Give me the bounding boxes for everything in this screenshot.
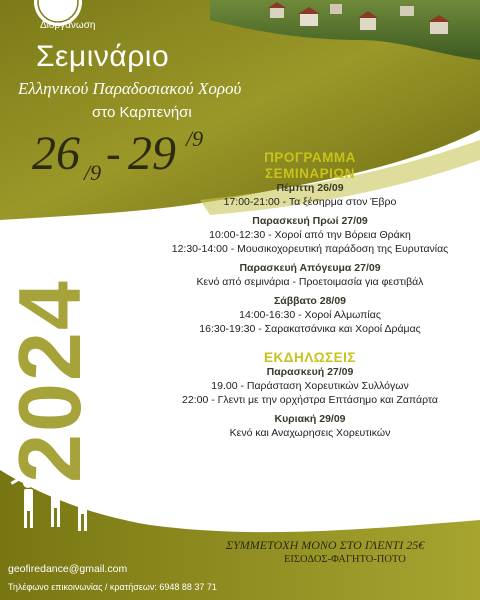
phone-text: Τηλέφωνο επικοινωνίας / κρατήσεων: 6948 88 37 71	[8, 582, 217, 592]
program-section	[140, 150, 480, 440]
organizer-label: Διοργάνωση	[40, 20, 96, 31]
program-event: 17:00-21:00 - Τα ξέσηρμα στον Έβρο	[223, 196, 397, 208]
program-day: Παρασκευή Πρωί 27/09	[252, 215, 368, 227]
date-start-month: /9	[84, 160, 102, 185]
program-event: Κενό από σεμινάρια - Προετοιμασία για φεστιβάλ	[196, 276, 424, 288]
event-item: 22:00 - Γλεντι με την ορχήστρα Επτάσημο και Ζαπάρτα	[182, 394, 438, 406]
event-day: Κυριακή 29/09	[274, 413, 346, 425]
program-event: 10:00-12:30 - Χοροί από την Βόρεια Θράκη	[209, 229, 411, 241]
location-text: στο Καρπενήσι	[92, 104, 192, 121]
email-link[interactable]: geofiredance@gmail.com	[8, 563, 128, 575]
year-vertical: 2024	[0, 279, 99, 483]
event-day: Παρασκευή 27/09	[266, 366, 354, 378]
entry-info: ΕΙΣΟΔΟΣ-ΦΑΓΗΤΟ-ΠΟΤΟ	[284, 554, 406, 565]
program-title-line1: ΠΡΟΓΡΑΜΜΑ	[264, 150, 356, 165]
program-day: Σάββατο 28/09	[273, 295, 347, 307]
program-day: Πέμπτη 26/09	[276, 182, 344, 194]
events-title: ΕΚΔΗΛΩΣΕΙΣ	[264, 350, 356, 365]
participation-note: ΣΥΜΜΕΤΟΧΗ ΜΟΝΟ ΣΤΟ ΓΛΕΝΤΙ 25€	[226, 538, 425, 552]
seminar-title: Σεμινάριο	[36, 40, 170, 73]
seminar-subtitle: Ελληνικού Παραδοσιακού Χορού	[18, 79, 242, 98]
date-end-month: /9	[186, 126, 204, 151]
program-day: Παρασκευή Απόγευμα 27/09	[239, 262, 381, 274]
program-event: 14:00-16:30 - Χοροί Αλμωπίας	[239, 309, 381, 321]
event-item: Κενό και Αναχωρησεις Χορευτικών	[229, 427, 391, 439]
date-end-day: 29	[128, 127, 176, 180]
date-separator: -	[106, 129, 121, 178]
program-event: 12:30-14:00 - Μουσικοχορευτική παράδοση της Ευρυτανίας	[171, 243, 449, 255]
program-event: 16:30-19:30 - Σαρακατσάνικα και Χοροί Δράμας	[199, 323, 421, 335]
program-title-line2: ΣΕΜΙΝΑΡΙΩΝ	[265, 166, 355, 181]
date-start-day: 26	[32, 127, 80, 180]
event-item: 19.00 - Παράσταση Χορευτικών Συλλόγων	[211, 380, 409, 392]
